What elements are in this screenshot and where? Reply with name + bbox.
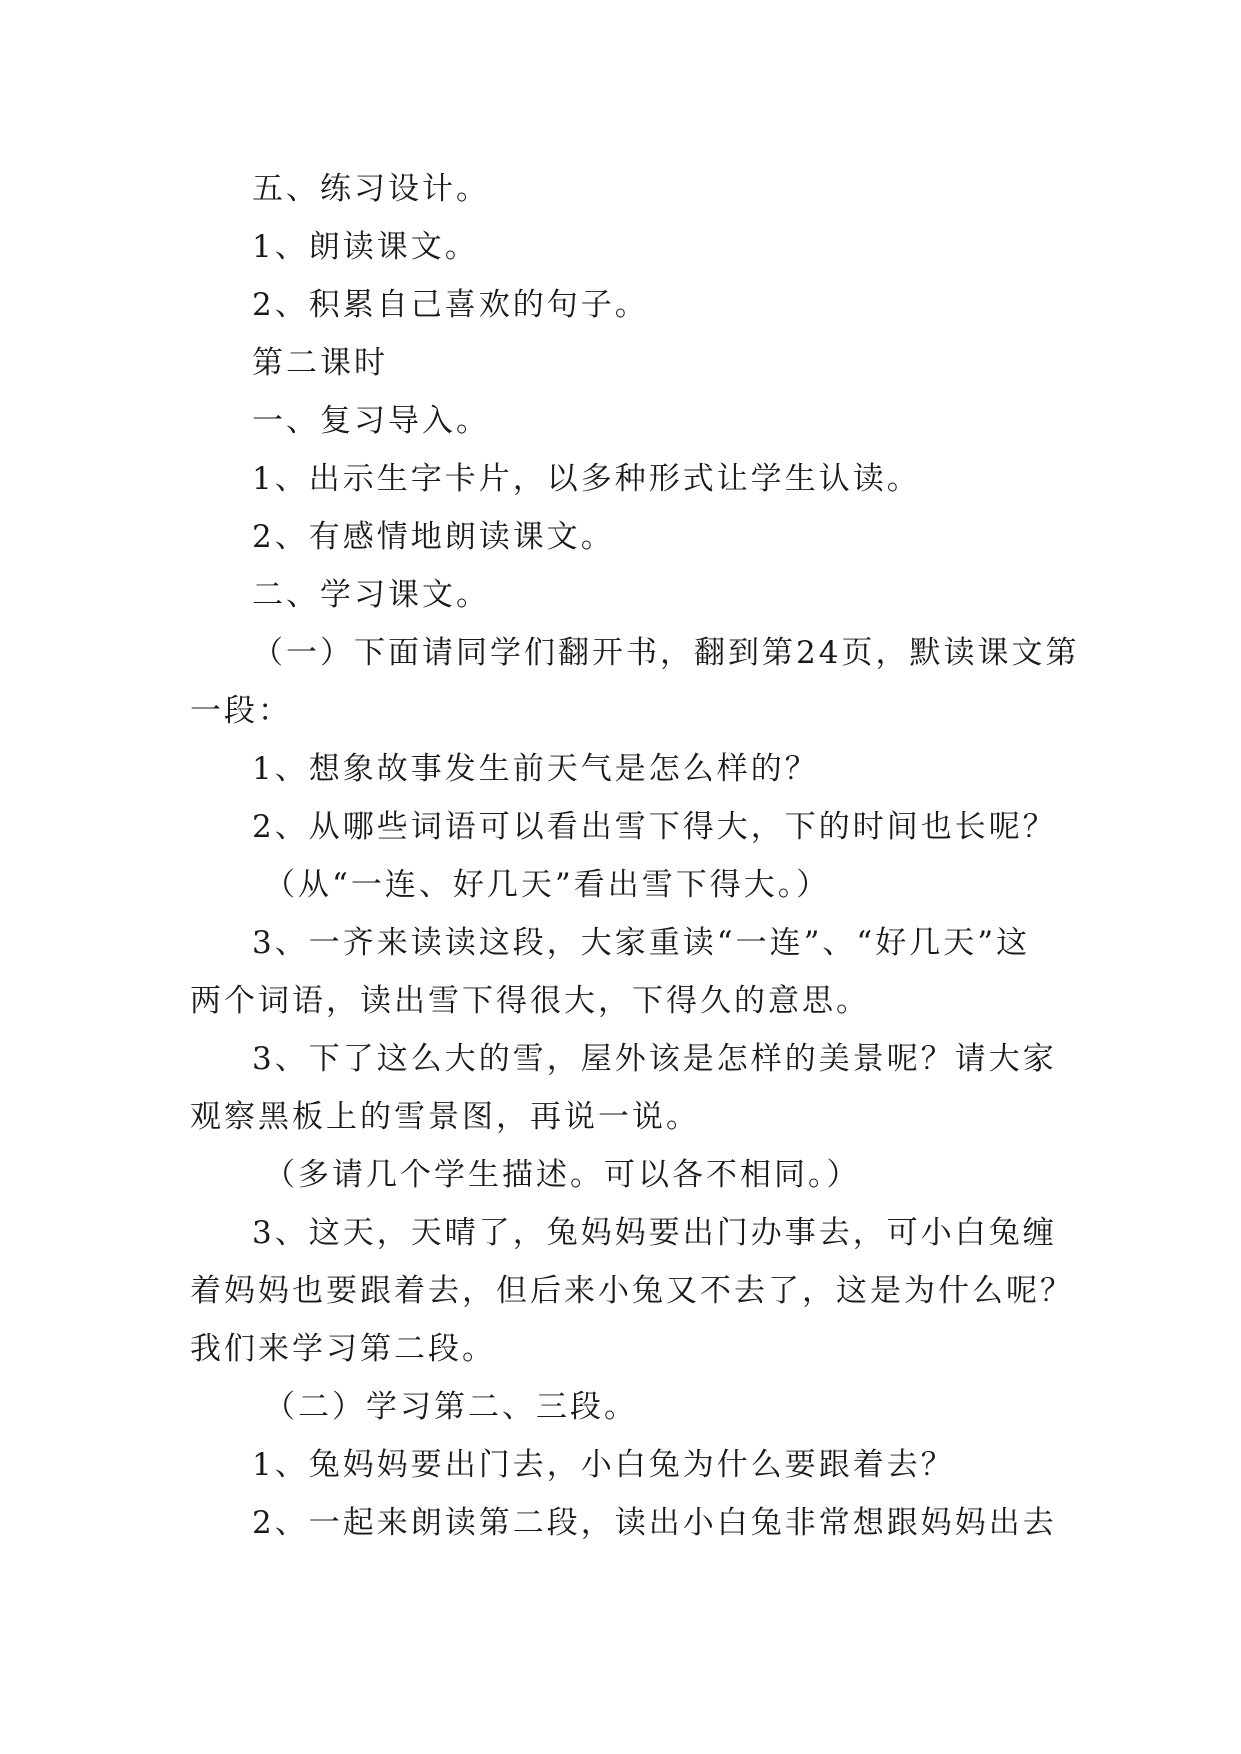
lesson-heading: 第二课时 <box>252 345 388 381</box>
list-item: 3、下了这么大的雪，屋外该是怎样的美景呢？请大家 <box>252 1041 1057 1077</box>
list-item: 3、一齐来读读这段，大家重读“一连”、“好几天”这 <box>252 925 1031 961</box>
list-item: 1、兔妈妈要出门去，小白兔为什么要跟着去？ <box>252 1447 955 1483</box>
section-heading: 二、学习课文。 <box>252 577 490 613</box>
paragraph-line: （一）下面请同学们翻开书，翻到第24页，默读课文第 <box>252 635 1080 671</box>
section-heading: （二）学习第二、三段。 <box>264 1389 638 1425</box>
list-item: 1、出示生字卡片，以多种形式让学生认读。 <box>252 461 921 497</box>
list-item: 1、想象故事发生前天气是怎么样的？ <box>252 751 819 787</box>
paragraph-line: 一段： <box>190 693 292 729</box>
paragraph-line: 我们来学习第二段。 <box>190 1331 496 1367</box>
list-item: 1、朗读课文。 <box>252 229 479 265</box>
paragraph-line: 两个词语，读出雪下得很大，下得久的意思。 <box>190 983 870 1019</box>
list-item: 2、有感情地朗读课文。 <box>252 519 615 555</box>
note-line: （从“一连、好几天”看出雪下得大。） <box>264 867 831 903</box>
note-line: （多请几个学生描述。可以各不相同。） <box>264 1157 861 1193</box>
list-item: 2、一起来朗读第二段，读出小白兔非常想跟妈妈出去 <box>252 1505 1057 1541</box>
list-item: 2、从哪些词语可以看出雪下得大，下的时间也长呢？ <box>252 809 1057 845</box>
section-heading: 五、练习设计。 <box>252 171 490 207</box>
document-body <box>190 160 1080 1552</box>
list-item: 2、积累自己喜欢的句子。 <box>252 287 649 323</box>
paragraph-line: 观察黑板上的雪景图，再说一说。 <box>190 1099 700 1135</box>
paragraph-line: 着妈妈也要跟着去，但后来小兔又不去了，这是为什么呢？ <box>190 1273 1074 1309</box>
list-item: 3、这天，天晴了，兔妈妈要出门办事去，可小白兔缠 <box>252 1215 1057 1251</box>
section-heading: 一、复习导入。 <box>252 403 490 439</box>
